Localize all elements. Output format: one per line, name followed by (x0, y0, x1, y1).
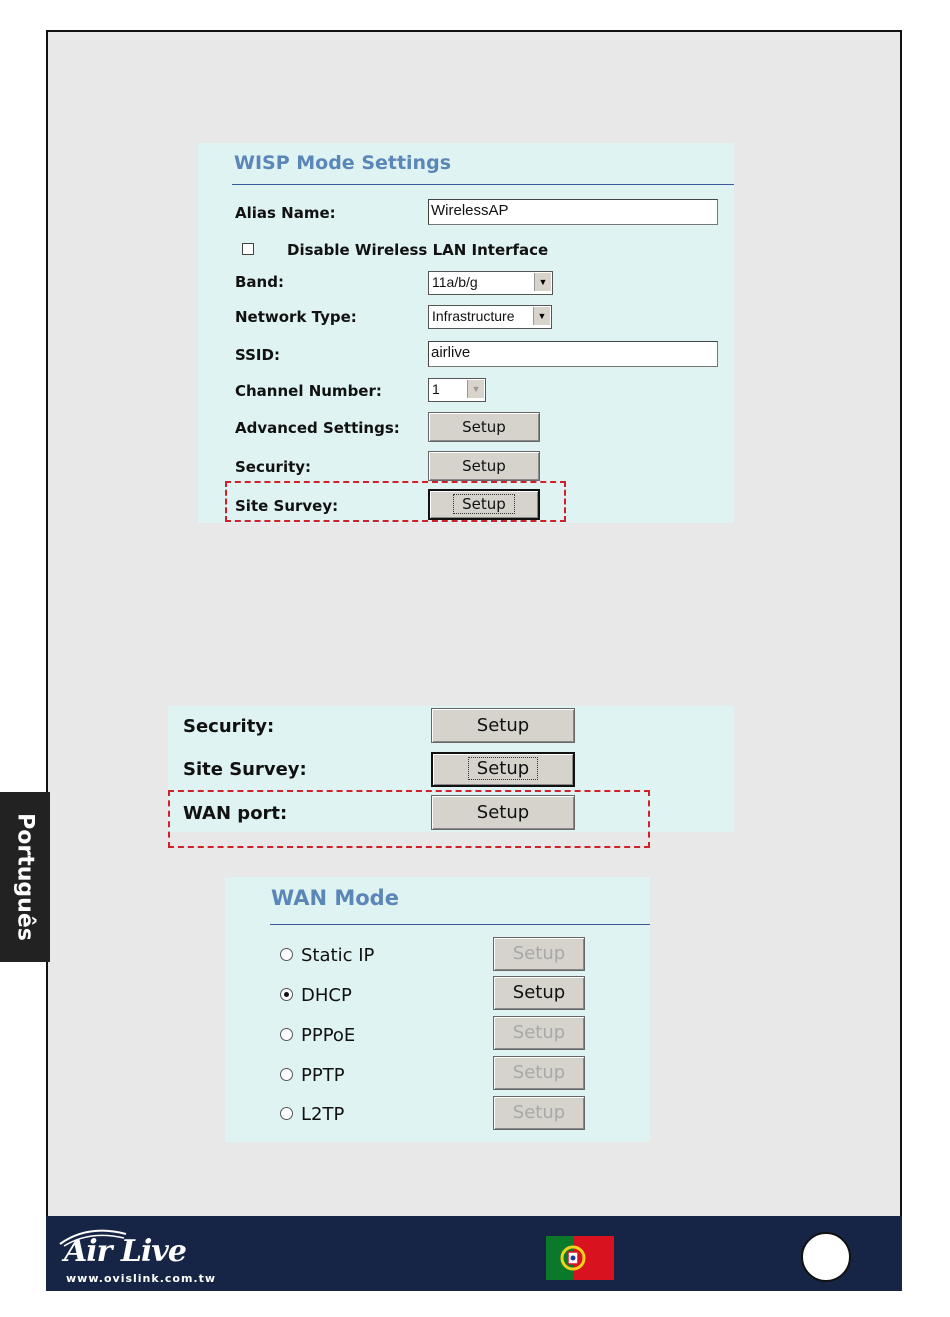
network-type-label: Network Type: (235, 308, 357, 326)
static-ip-radio[interactable] (280, 948, 293, 961)
pptp-setup-button[interactable] (493, 1056, 585, 1090)
alias-name-input[interactable]: WirelessAP (428, 199, 718, 225)
disable-wlan-label: Disable Wireless LAN Interface (287, 241, 549, 259)
advanced-settings-setup-button[interactable] (428, 412, 540, 442)
wisp-title: WISP Mode Settings (234, 152, 451, 174)
pppoe-radio[interactable] (280, 1028, 293, 1041)
setup-button-label: Setup (453, 494, 515, 514)
network-type-value: Infrastructure (432, 308, 515, 324)
setup-button-label: Setup (462, 418, 506, 436)
alias-name-label: Alias Name: (235, 204, 336, 222)
dhcp-label: DHCP (301, 985, 352, 1006)
chevron-down-icon: ▼ (467, 380, 484, 398)
wan-mode-title: WAN Mode (271, 886, 399, 910)
band-select-value: 11a/b/g (432, 274, 478, 290)
l2tp-radio[interactable] (280, 1107, 293, 1120)
setup-button-label: Setup (476, 715, 530, 736)
language-tab-label: Português (12, 813, 38, 941)
wisp-title-rule (232, 184, 734, 185)
airlive-logo: Air Live (64, 1234, 186, 1269)
site-survey-highlight (225, 481, 566, 522)
pppoe-label: PPPoE (301, 1025, 356, 1046)
chevron-down-icon: ▼ (534, 273, 551, 291)
pptp-label: PPTP (301, 1065, 345, 1086)
wan-port-highlight (168, 790, 650, 848)
setup-button-label: Setup (512, 943, 566, 964)
channel-number-label: Channel Number: (235, 382, 382, 400)
static-ip-setup-button[interactable] (493, 937, 585, 971)
security-setup-button[interactable] (428, 451, 540, 481)
band-label: Band: (235, 273, 284, 291)
pppoe-setup-button[interactable] (493, 1016, 585, 1050)
dhcp-setup-button[interactable] (493, 976, 585, 1010)
security-label: Security: (183, 716, 275, 737)
channel-number-value: 1 (432, 381, 440, 397)
setup-button-label: Setup (512, 982, 566, 1003)
l2tp-label: L2TP (301, 1104, 345, 1125)
site-survey-label: Site Survey: (235, 497, 339, 515)
footer-bar (46, 1216, 902, 1291)
security-setup-button[interactable] (431, 708, 575, 743)
channel-number-select[interactable] (428, 378, 486, 402)
setup-button-label: Setup (462, 457, 506, 475)
site-survey-setup-button[interactable] (431, 752, 575, 787)
chevron-down-icon: ▼ (533, 307, 550, 325)
setup-button-label: Setup (512, 1022, 566, 1043)
wisp-mode-panel (198, 143, 734, 523)
ssid-label: SSID: (235, 346, 280, 364)
footer-url: www.ovislink.com.tw (66, 1272, 217, 1285)
network-type-select[interactable] (428, 305, 552, 329)
radio-selected-dot (284, 992, 289, 997)
setup-button-label: Setup (512, 1062, 566, 1083)
setup-button-label: Setup (468, 757, 538, 780)
setup-button-label: Setup (476, 802, 530, 823)
site-survey-label: Site Survey: (183, 759, 307, 780)
ssid-input[interactable]: airlive (428, 341, 718, 367)
wan-mode-panel (225, 877, 650, 1142)
static-ip-label: Static IP (301, 945, 375, 966)
security-label: Security: (235, 458, 312, 476)
language-side-tab (0, 792, 50, 962)
l2tp-setup-button[interactable] (493, 1096, 585, 1130)
wan-mode-title-rule (270, 924, 650, 925)
wan-port-label: WAN port: (183, 803, 288, 824)
setup-button-label: Setup (512, 1102, 566, 1123)
dhcp-radio[interactable] (280, 988, 293, 1001)
advanced-settings-label: Advanced Settings: (235, 419, 400, 437)
portugal-flag-icon (546, 1236, 614, 1280)
page-number-circle (801, 1232, 851, 1282)
disable-wlan-checkbox[interactable] (242, 243, 254, 255)
pptp-radio[interactable] (280, 1068, 293, 1081)
band-select[interactable] (428, 271, 553, 295)
